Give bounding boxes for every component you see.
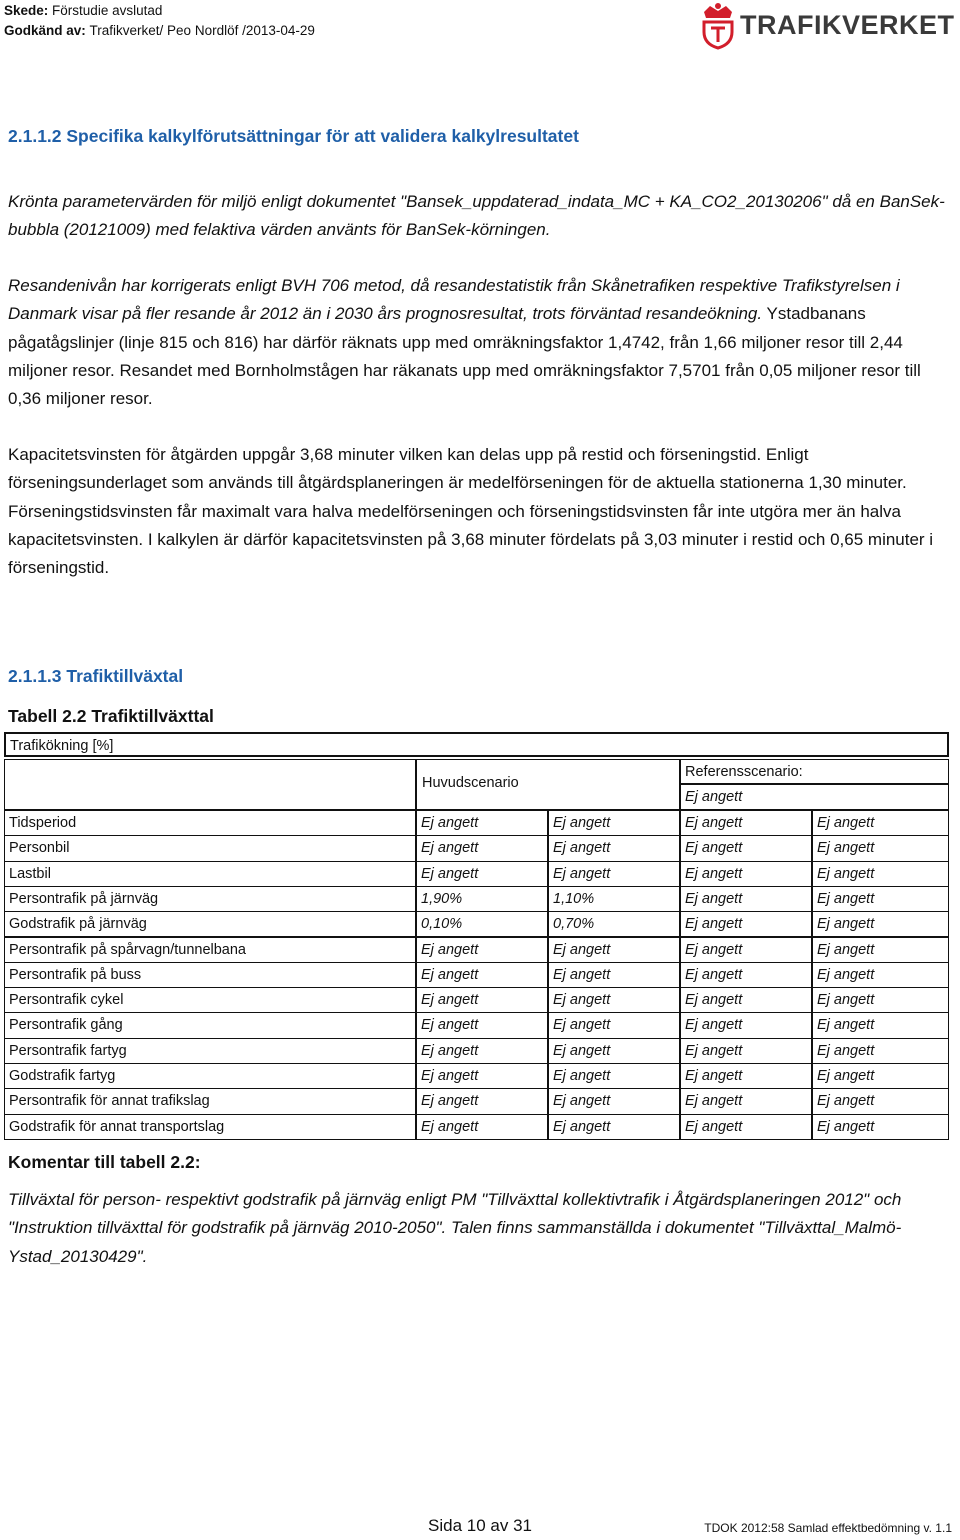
document-id: TDOK 2012:58 Samlad effektbedömning v. 1.1 xyxy=(704,1521,952,1535)
table-cell: Ej angett xyxy=(680,886,812,912)
table-cell: Ej angett xyxy=(812,1114,949,1140)
table-title: Tabell 2.2 Trafiktillväxttal xyxy=(8,706,214,726)
table-row-label: Persontrafik på järnväg xyxy=(4,886,416,912)
table-cell: Ej angett xyxy=(680,962,812,988)
header-huvudscenario: Huvudscenario xyxy=(416,759,680,810)
paragraph-resandeniva: Resandenivån har korrigerats enligt BVH 706 metod, då resandestatistik från Skånetrafiken respektive Trafikstyrelsen i Danmark visar på fler resande år 2012 än i 2030 års prognosresultat, trots förväntad resandeökning. Ystadbanans pågatågslinjer (linje 815 och 816) har därför räknats upp med omräkningsfaktor 1,4742, från 1,66 miljoner resor till 2,44 miljoner resor. Resandet med Bornholmstågen har räkanats upp med omräkningsfaktor 7,5701 från 0,05 miljoner resor till 0,36 miljoner resor. xyxy=(8,276,921,409)
stage-value: Förstudie avslutad xyxy=(52,3,163,18)
table-cell: Ej angett xyxy=(548,1012,680,1038)
table-cell: Ej angett xyxy=(548,861,680,887)
table-cell: Ej angett xyxy=(812,810,949,836)
stage-line: Skede: Förstudie avslutad xyxy=(4,3,163,18)
table-cell: Ej angett xyxy=(548,987,680,1013)
table-row-label: Personbil xyxy=(4,835,416,861)
table-cell: Ej angett xyxy=(812,962,949,988)
table-cell: Ej angett xyxy=(812,911,949,937)
table-cell: Ej angett xyxy=(812,987,949,1013)
table-cell: Ej angett xyxy=(812,1038,949,1064)
table-cell: Ej angett xyxy=(416,1114,548,1140)
table-row-label: Persontrafik på buss xyxy=(4,962,416,988)
table-row-label: Godstrafik för annat transportslag xyxy=(4,1114,416,1140)
table-cell: Ej angett xyxy=(548,1114,680,1140)
table-cell: Ej angett xyxy=(812,1012,949,1038)
table-cell: Ej angett xyxy=(416,1063,548,1089)
table-cell: Ej angett xyxy=(680,1114,812,1140)
table-cell: Ej angett xyxy=(680,1063,812,1089)
header-empty-cell xyxy=(4,759,416,810)
table-cell: Ej angett xyxy=(812,835,949,861)
table-cell: Ej angett xyxy=(548,1063,680,1089)
table-row-label: Tidsperiod xyxy=(4,810,416,836)
logo-text: TRAFIKVERKET xyxy=(740,10,955,40)
trafikverket-logo xyxy=(698,2,955,50)
table-cell: Ej angett xyxy=(680,911,812,937)
paragraph-miljo: Krönta parametervärden för miljö enligt dokumentet "Bansek_uppdaterad_indata_MC + KA_CO2_20130206" då en BanSek-bubbla (20121009) med felaktiva värden använts för BanSek-körningen. xyxy=(8,192,945,240)
table-cell: Ej angett xyxy=(548,937,680,963)
table-cell: Ej angett xyxy=(416,962,548,988)
table-cell: Ej angett xyxy=(416,810,548,836)
paragraph-kapacitet: Kapacitetsvinsten för åtgärden uppgår 3,68 minuter vilken kan delas upp på restid och förseningstid. Enligt förseningsunderlaget som används till åtgärdsplaneringen är medelförseningen för de aktuella stationerna 1,30 minuter. Förseningstidsvinsten får maximalt vara halva medelförseningen och förseningstidsvinsten får inte utgöra mer än halva kapacitetsvinsten. I kalkylen är därför kapacitetsvinsten på 3,68 minuter fördelats på 3,03 minuter i restid och 0,65 minuter i förseningstid. xyxy=(8,445,934,578)
table-cell: Ej angett xyxy=(416,1012,548,1038)
table-cell: Ej angett xyxy=(416,937,548,963)
page-number: Sida 10 av 31 xyxy=(428,1516,532,1535)
table-cell: Ej angett xyxy=(548,1088,680,1114)
section-heading-2113: 2.1.1.3 Trafiktillväxtal xyxy=(8,666,184,686)
table-row-label: Persontrafik för annat trafikslag xyxy=(4,1088,416,1114)
table-cell: Ej angett xyxy=(548,810,680,836)
section-heading-2112: 2.1.1.2 Specifika kalkylförutsättningar för att validera kalkylresultatet xyxy=(8,126,579,146)
comment-heading: Komentar till tabell 2.2: xyxy=(8,1152,201,1172)
header-referens-sub: Ej angett xyxy=(680,784,949,810)
table-cell: Ej angett xyxy=(812,861,949,887)
table-cell: Ej angett xyxy=(680,1038,812,1064)
crown-shield-icon xyxy=(698,2,738,50)
table-cell: Ej angett xyxy=(548,962,680,988)
table-cell: 1,10% xyxy=(548,886,680,912)
table-cell: Ej angett xyxy=(680,987,812,1013)
table-cell: Ej angett xyxy=(416,861,548,887)
table-cell: Ej angett xyxy=(416,1088,548,1114)
table-cell: Ej angett xyxy=(680,1012,812,1038)
approved-value: Trafikverket/ Peo Nordlöf /2013-04-29 xyxy=(89,23,315,38)
table-row-label: Godstrafik fartyg xyxy=(4,1063,416,1089)
table-cell: Ej angett xyxy=(416,835,548,861)
table-cell: 1,90% xyxy=(416,886,548,912)
table-cell: Ej angett xyxy=(680,835,812,861)
table-cell: Ej angett xyxy=(680,861,812,887)
table-cell: Ej angett xyxy=(548,1038,680,1064)
table-cell: Ej angett xyxy=(680,937,812,963)
table-cell: Ej angett xyxy=(416,1038,548,1064)
table-row-label: Lastbil xyxy=(4,861,416,887)
table-cell: 0,70% xyxy=(548,911,680,937)
table-cell: Ej angett xyxy=(812,937,949,963)
comment-text: Tillväxtal för person- respektivt godstrafik på järnväg enligt PM "Tillväxttal kollektivtrafik i Åtgärdsplaneringen 2012" och "Instruktion tillväxttal för godstrafik på järnväg 2010-2050". Talen finns sammanställda i dokumentet "Tillväxttal_Malmö-Ystad_20130429". xyxy=(8,1190,902,1266)
table-cell: Ej angett xyxy=(812,1063,949,1089)
table-row-label: Persontrafik cykel xyxy=(4,987,416,1013)
table-cell: Ej angett xyxy=(680,1088,812,1114)
table-row-label: Persontrafik på spårvagn/tunnelbana xyxy=(4,937,416,963)
table-cell: Ej angett xyxy=(680,810,812,836)
table-cell: 0,10% xyxy=(416,911,548,937)
table-cell: Ej angett xyxy=(812,886,949,912)
table-row-label: Persontrafik fartyg xyxy=(4,1038,416,1064)
approved-line: Godkänd av: Trafikverket/ Peo Nordlöf /2013-04-29 xyxy=(4,23,315,38)
table-cell: Ej angett xyxy=(812,1088,949,1114)
table-caption: Trafikökning [%] xyxy=(4,732,949,757)
table-cell: Ej angett xyxy=(548,835,680,861)
table-row-label: Godstrafik på järnväg xyxy=(4,911,416,937)
header-referensscenario: Referensscenario: xyxy=(680,759,949,784)
table-cell: Ej angett xyxy=(416,987,548,1013)
table-row-label: Persontrafik gång xyxy=(4,1012,416,1038)
